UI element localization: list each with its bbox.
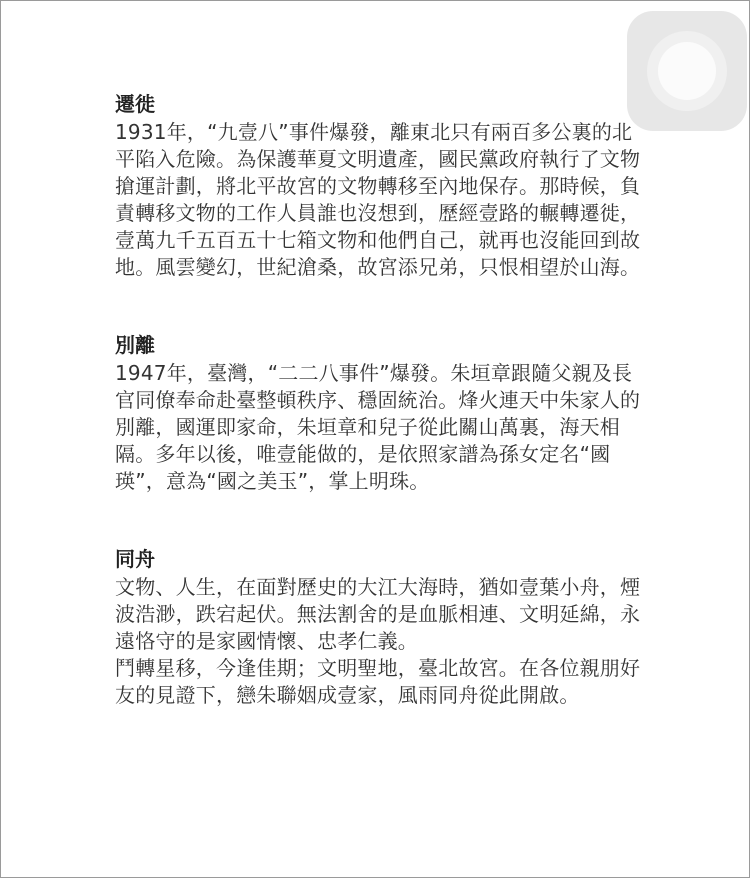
- section-migration: [115, 89, 645, 281]
- assistive-touch-core-icon: [658, 42, 716, 100]
- section-paragraph: 鬥轉星移，今逢佳期；文明聖地，臺北故宮。在各位親朋好友的見證下，戀朱聯姻成壹家，風雨同舟從此開啟。: [115, 656, 641, 707]
- section-separation: [115, 330, 645, 495]
- section-paragraph: 1931年，“九壹八”事件爆發，離東北只有兩百多公裏的北平陷入危險。為保護華夏文明遺產，國民黨政府執行了文物搶運計劃，將北平故宮的文物轉移至內地保存。那時候，負責轉移文物的工作人員誰也沒想到，歷經壹路的輾轉遷徙，壹萬九千五百五十七箱文物和他們自己，就再也沒能回到故地。風雲變幻，世紀滄桑，故宮添兄弟，只恨相望於山海。: [115, 120, 641, 279]
- section-title: 別離: [115, 333, 155, 357]
- section-title: 遷徙: [115, 92, 155, 116]
- section-paragraph: 文物、人生，在面對歷史的大江大海時，猶如壹葉小舟，煙波浩渺，跌宕起伏。無法割舍的是血脈相連、文明延綿，永遠恪守的是家國情懷、忠孝仁義。: [115, 575, 641, 653]
- document-content: [115, 89, 645, 709]
- section-title: 同舟: [115, 547, 155, 571]
- assistive-touch-button[interactable]: [627, 11, 747, 131]
- section-paragraph: 1947年，臺灣，“二二八事件”爆發。朱垣章跟隨父親及長官同僚奉命赴臺整頓秩序、穩固統治。烽火連天中朱家人的別離，國運即家命，朱垣章和兒子從此關山萬裏，海天相隔。多年以後，唯壹能做的，是依照家譜為孫女定名“國瑛”，意為“國之美玉”，掌上明珠。: [115, 361, 641, 493]
- section-same-boat: [115, 544, 645, 709]
